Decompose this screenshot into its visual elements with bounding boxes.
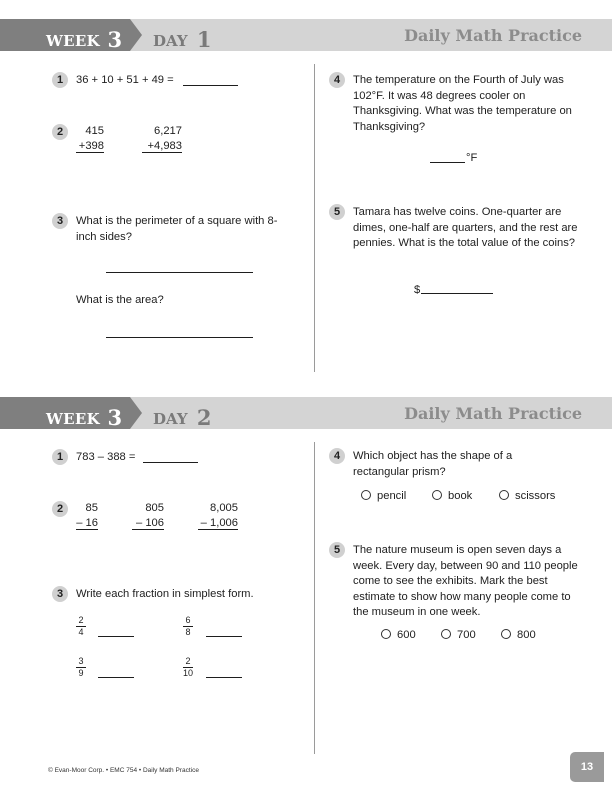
- question-text: Write each fraction in simplest form.: [76, 588, 254, 600]
- option-600[interactable]: 600: [381, 629, 416, 641]
- question-text: The nature museum is open seven days a week. Every day, between 90 and 110 people come to see the exhibits. Mark the best estimate to show how many people come to the museum in one week.: [353, 544, 578, 618]
- page-number: 13: [570, 752, 604, 782]
- unit-label: °F: [466, 152, 478, 164]
- answer-line[interactable]: [206, 677, 242, 678]
- addend-top: 6,217: [154, 125, 182, 137]
- question-number: 2: [52, 501, 68, 517]
- question-number: 2: [52, 124, 68, 140]
- question-number: 5: [329, 542, 345, 558]
- fraction: $\frac{3}{9}$: [76, 656, 86, 679]
- footer-copyright: © Evan-Moor Corp. • EMC 754 • Daily Math Practice: [48, 767, 199, 774]
- column-divider: [314, 64, 315, 372]
- radio-circle-icon[interactable]: [501, 629, 511, 639]
- answer-line[interactable]: [98, 636, 134, 637]
- fraction: $\frac{2}{10}$: [183, 656, 194, 678]
- question-text: Tamara has twelve coins. One-quarter are dimes, one-half are quarters, and the rest are pennies. What is the total value of the coins?: [353, 206, 578, 249]
- answer-line[interactable]: [206, 636, 242, 637]
- question-text: 36 + 10 + 51 + 49 =: [76, 74, 174, 86]
- section-title: Daily Math Practice: [404, 404, 582, 423]
- question-number: 4: [329, 72, 345, 88]
- day-label: DAY 1: [153, 27, 212, 52]
- section-title: Daily Math Practice: [404, 26, 582, 45]
- option-700[interactable]: 700: [441, 629, 476, 641]
- week-label: WEEK 3: [46, 405, 123, 430]
- minuend: 85: [85, 502, 98, 514]
- dollar-sign: $: [414, 284, 421, 296]
- answer-line[interactable]: [421, 293, 493, 294]
- answer-line[interactable]: [143, 462, 198, 463]
- option-pencil[interactable]: pencil: [361, 490, 406, 502]
- answer-line[interactable]: [98, 677, 134, 678]
- question-number: 5: [329, 204, 345, 220]
- day2-header-band: [0, 397, 612, 429]
- question-text: What is the perimeter of a square with 8-inch sides?: [76, 215, 278, 243]
- answer-line[interactable]: [106, 337, 253, 338]
- minuend: 805: [145, 502, 164, 514]
- subtrahend: – 16: [76, 517, 98, 529]
- fraction: $\frac{6}{8}$: [183, 615, 193, 638]
- question-text: Which object has the shape of a rectangular prism?: [353, 450, 513, 478]
- radio-circle-icon[interactable]: [499, 490, 509, 500]
- question-number: 1: [52, 72, 68, 88]
- addend-bottom: +398: [76, 140, 104, 153]
- question-text: 783 – 388 =: [76, 451, 136, 463]
- question-number: 4: [329, 448, 345, 464]
- question-text: The temperature on the Fourth of July was 102°F. It was 48 degrees cooler on Thanksgiving. What was the temperature on Thanksgiving?: [353, 74, 572, 133]
- option-800[interactable]: 800: [501, 629, 536, 641]
- question-number: 3: [52, 586, 68, 602]
- question-number: 3: [52, 213, 68, 229]
- addend-bottom: +4,983: [142, 140, 182, 153]
- radio-circle-icon[interactable]: [361, 490, 371, 500]
- question-number: 1: [52, 449, 68, 465]
- minuend: 8,005: [210, 502, 238, 514]
- radio-circle-icon[interactable]: [432, 490, 442, 500]
- radio-circle-icon[interactable]: [441, 629, 451, 639]
- radio-circle-icon[interactable]: [381, 629, 391, 639]
- day-label: DAY 2: [153, 405, 212, 430]
- addend-top: 415: [85, 125, 104, 137]
- answer-line[interactable]: [106, 272, 253, 273]
- fraction: $\frac{2}{4}$: [76, 615, 86, 638]
- day1-header-band: [0, 19, 612, 51]
- answer-line[interactable]: [183, 85, 238, 86]
- subtrahend: – 106: [132, 517, 164, 530]
- question-text: What is the area?: [76, 294, 164, 306]
- subtrahend: – 1,006: [198, 517, 238, 530]
- option-scissors[interactable]: scissors: [499, 490, 555, 502]
- column-divider: [314, 442, 315, 754]
- week-label: WEEK 3: [46, 27, 123, 52]
- answer-line[interactable]: [430, 162, 465, 163]
- option-book[interactable]: book: [432, 490, 472, 502]
